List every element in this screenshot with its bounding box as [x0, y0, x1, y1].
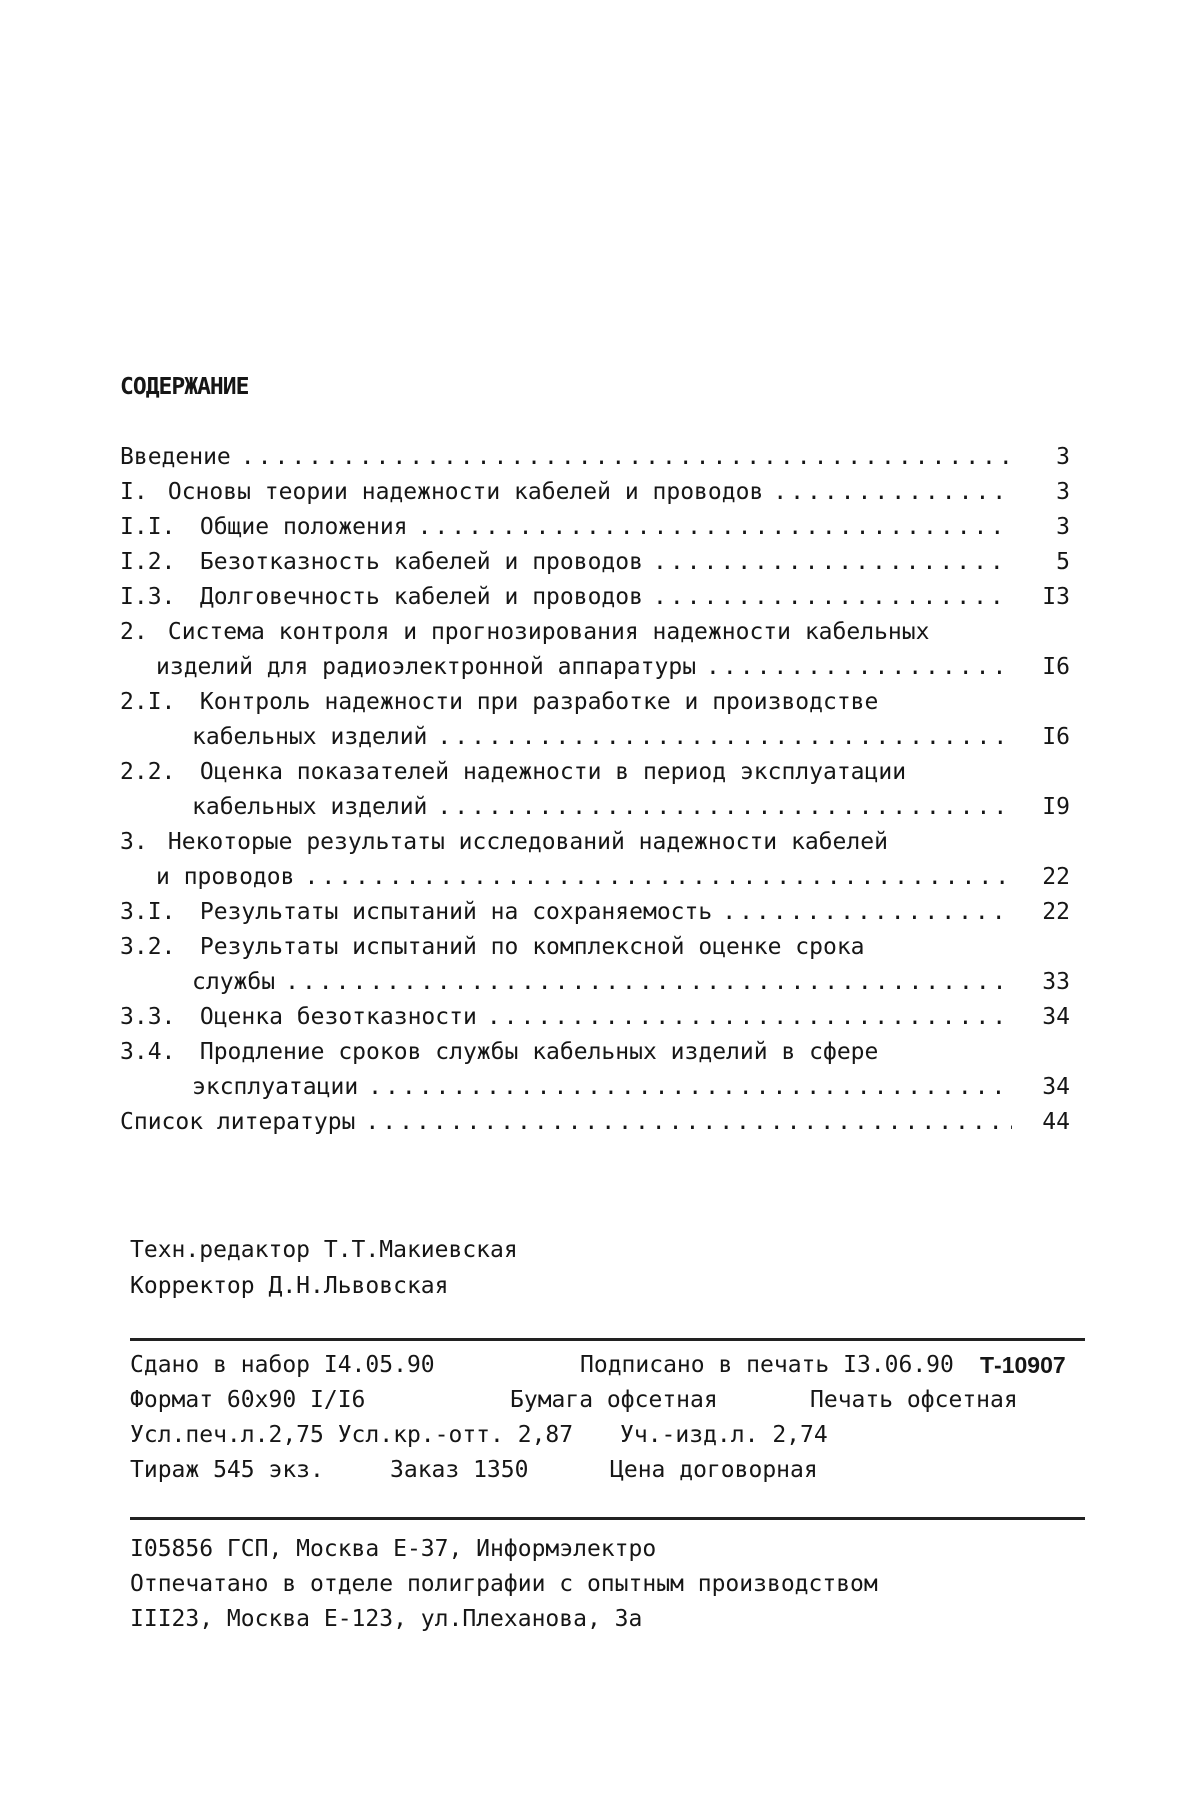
- toc-leader: [706, 650, 1012, 685]
- imprint-line: [130, 1453, 1085, 1488]
- toc-entry-page: 5: [1056, 549, 1070, 575]
- toc-leader: [241, 440, 1012, 475]
- toc-entry-title: Введение: [120, 444, 231, 470]
- signed-date: Подписано в печать I3.06.90: [580, 1352, 954, 1378]
- divider-bottom: [130, 1517, 1085, 1520]
- toc-entry-title: Долговечность кабелей и проводов: [199, 584, 643, 610]
- toc-entry: [120, 825, 1070, 895]
- format: Формат 60х90 I/I6: [130, 1387, 366, 1413]
- toc-leader: [285, 965, 1012, 1000]
- toc-entry: [120, 755, 1070, 825]
- imprint-block: [130, 1348, 1085, 1488]
- toc-entry-number: 2.I.: [120, 689, 176, 715]
- tech-editor: Техн.редактор Т.Т.Макиевская: [130, 1237, 518, 1263]
- toc-leader: [653, 580, 1012, 615]
- toc-entry-title: Основы теории надежности кабелей и проводов: [167, 479, 764, 505]
- toc-entry-title-cont: кабельных изделий: [192, 794, 428, 820]
- toc-entry-number: 2.2.: [120, 759, 176, 785]
- toc-entry-title: Контроль надежности при разработке и производстве: [199, 689, 879, 715]
- toc-entry-number: I.I.: [120, 514, 176, 540]
- toc-entry-number: 3.2.: [120, 934, 176, 960]
- toc-entry-title-cont: службы: [192, 969, 276, 995]
- credits: [130, 1232, 518, 1304]
- toc-entry: [120, 615, 1070, 685]
- paper-type: Бумага офсетная: [510, 1387, 718, 1413]
- toc-entry-number: 3.4.: [120, 1039, 176, 1065]
- toc-leader: [365, 1105, 1012, 1140]
- submitted-date: Сдано в набор I4.05.90: [130, 1352, 435, 1378]
- toc-entry-title: Результаты испытаний на сохраняемость: [199, 899, 713, 925]
- toc-entry-title: Некоторые результаты исследований надежности кабелей: [167, 829, 888, 855]
- address-line: I05856 ГСП, Москва Е-37, Информэлектро: [130, 1536, 657, 1562]
- toc-entry-page: 44: [1042, 1109, 1070, 1135]
- toc-entry: [120, 440, 1070, 475]
- toc-entry-page: I6: [1042, 724, 1070, 750]
- toc-entry-title-cont: и проводов: [156, 864, 295, 890]
- toc-entry-title: Безотказность кабелей и проводов: [199, 549, 643, 575]
- toc-entry-number: I.3.: [120, 584, 176, 610]
- toc-entry-page: 3: [1056, 514, 1070, 540]
- toc-entry-title: Результаты испытаний по комплексной оценке срока: [199, 934, 865, 960]
- imprint-line: [130, 1348, 1085, 1383]
- toc-entry-title: Оценка безотказности: [199, 1004, 477, 1030]
- toc-entry-number: I.2.: [120, 549, 176, 575]
- toc-entry: [120, 1000, 1070, 1035]
- toc-entry-page: 34: [1042, 1074, 1070, 1100]
- print-type: Печать офсетная: [810, 1387, 1018, 1413]
- publisher-sheets: Уч.-изд.л. 2,74: [620, 1422, 828, 1448]
- toc-entry-title: Оценка показателей надежности в период эксплуатации: [199, 759, 907, 785]
- toc-entry-page: I9: [1042, 794, 1070, 820]
- toc-leader: [437, 720, 1012, 755]
- toc-entry-page: 3: [1056, 444, 1070, 470]
- toc-leader: [487, 1000, 1012, 1035]
- toc-entry-page: I6: [1042, 654, 1070, 680]
- toc-entry-page: 3: [1056, 479, 1070, 505]
- toc-leader: [304, 860, 1012, 895]
- print-sheets: Усл.печ.л.2,75 Усл.кр.-отт. 2,87: [130, 1422, 574, 1448]
- publisher-address: [130, 1532, 878, 1637]
- toc-entry-title-cont: кабельных изделий: [192, 724, 428, 750]
- toc-entry-title: Продление сроков службы кабельных изделий в сфере: [199, 1039, 879, 1065]
- imprint-line: [130, 1418, 1085, 1453]
- toc-entry-number: 3.3.: [120, 1004, 176, 1030]
- toc-leader: [773, 475, 1012, 510]
- divider-top: [130, 1338, 1085, 1341]
- imprint-line: [130, 1383, 1085, 1418]
- toc-leader: [722, 895, 1012, 930]
- toc-entry: [120, 895, 1070, 930]
- toc-entry-number: 3.I.: [120, 899, 176, 925]
- toc-entry: [120, 545, 1070, 580]
- toc-entry-title-cont: изделий для радиоэлектронной аппаратуры: [156, 654, 697, 680]
- table-of-contents: [120, 440, 1070, 1140]
- toc-entry-number: I.: [120, 479, 148, 505]
- plate-number: Т-10907: [980, 1352, 1066, 1378]
- toc-heading: СОДЕРЖАНИЕ: [120, 374, 249, 400]
- toc-entry: [120, 1105, 1070, 1140]
- corrector: Корректор Д.Н.Львовская: [130, 1273, 449, 1299]
- address-line: Отпечатано в отделе полиграфии с опытным производством: [130, 1571, 878, 1597]
- toc-entry-title: Система контроля и прогнозирования надежности кабельных: [167, 619, 930, 645]
- toc-entry-page: 34: [1042, 1004, 1070, 1030]
- toc-entry: [120, 1035, 1070, 1105]
- toc-leader: [653, 545, 1012, 580]
- toc-entry-title: Общие положения: [199, 514, 408, 540]
- order-number: Заказ 1350: [390, 1457, 529, 1483]
- toc-leader: [418, 510, 1012, 545]
- toc-entry: [120, 475, 1070, 510]
- toc-entry-title: Список литературы: [120, 1109, 356, 1135]
- price: Цена договорная: [610, 1457, 818, 1483]
- toc-entry-number: 3.: [120, 829, 148, 855]
- toc-entry: [120, 580, 1070, 615]
- toc-entry-page: I3: [1042, 584, 1070, 610]
- toc-entry-page: 33: [1042, 969, 1070, 995]
- toc-entry-number: 2.: [120, 619, 148, 645]
- toc-entry-page: 22: [1042, 899, 1070, 925]
- toc-entry-title-cont: эксплуатации: [192, 1074, 359, 1100]
- print-run: Тираж 545 экз.: [130, 1457, 324, 1483]
- address-line: III23, Москва Е-123, ул.Плеханова, 3а: [130, 1606, 643, 1632]
- toc-entry-page: 22: [1042, 864, 1070, 890]
- toc-entry: [120, 930, 1070, 1000]
- toc-leader: [437, 790, 1012, 825]
- toc-leader: [368, 1070, 1012, 1105]
- toc-entry: [120, 685, 1070, 755]
- toc-entry: [120, 510, 1070, 545]
